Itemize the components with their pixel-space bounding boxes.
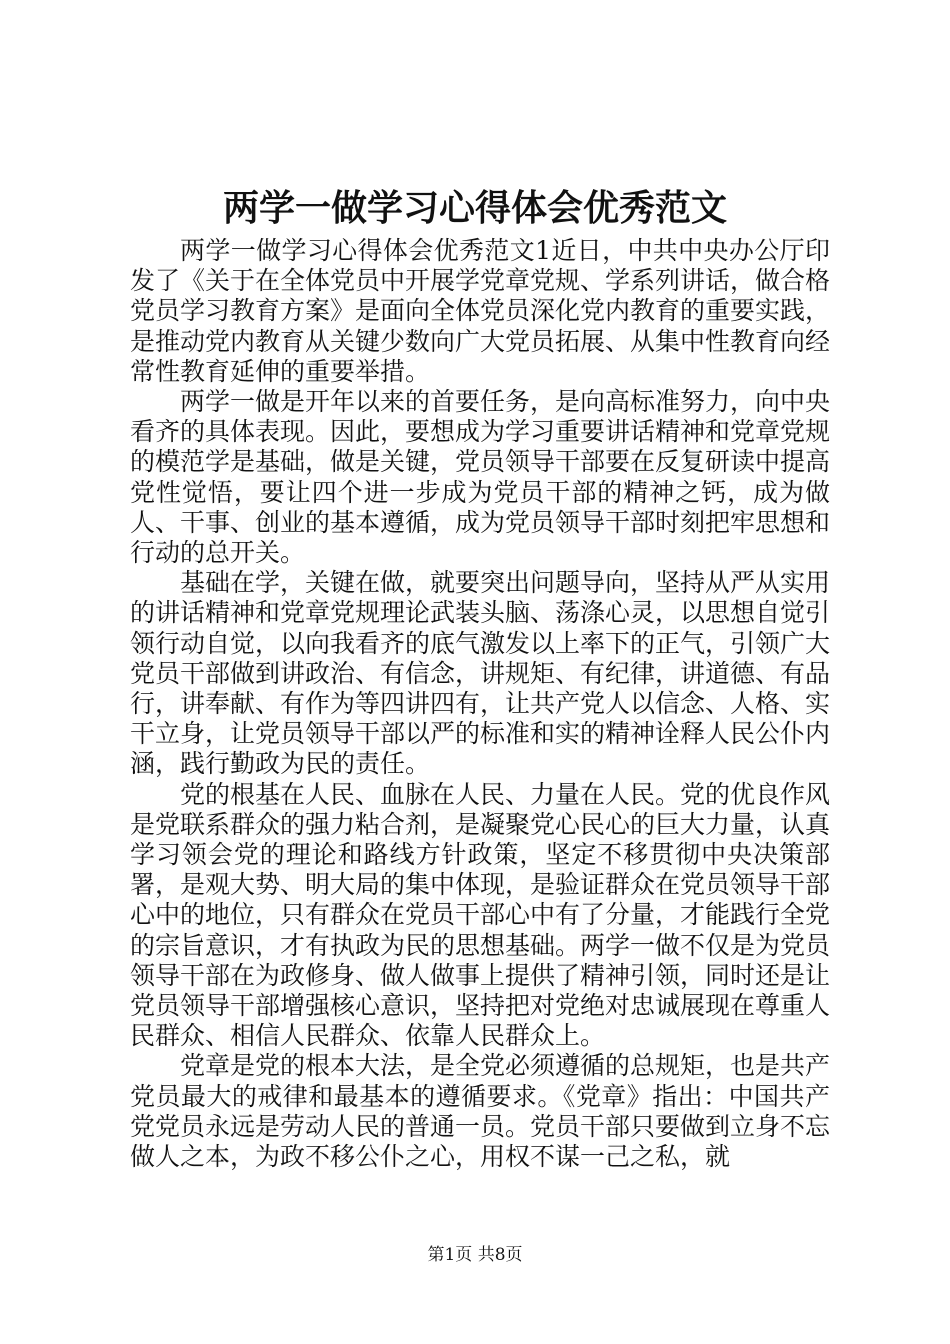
paragraph-2: 两学一做是开年以来的首要任务，是向高标准努力，向中央看齐的具体表现。因此，要想成为学习重要讲话精神和党章党规的模范学是基础，做是关键，党员领导干部要在反复研读中提高党性觉悟，要让四个进一步成为党员干部的精神之钙，成为做人、干事、创业的基本遵循，成为党员领导干部时刻把牢思想和行动的总开关。	[130, 387, 831, 568]
page-footer: 第1页 共8页	[427, 1245, 523, 1265]
paragraph-1: 两学一做学习心得体会优秀范文1近日，中共中央办公厅印发了《关于在全体党员中开展学党章党规、学系列讲话，做合格党员学习教育方案》是面向全体党员深化党内教育的重要实践，是推动党内教育从关键少数向广大党员拓展、从集中性教育向经常性教育延伸的重要举措。	[130, 236, 831, 386]
document-body	[130, 236, 830, 1172]
document-title: 两学一做学习心得体会优秀范文	[222, 187, 727, 229]
paragraph-5: 党章是党的根本大法，是全党必须遵循的总规矩，也是共产党员最大的戒律和最基本的遵循要求。《党章》指出：中国共产党党员永远是劳动人民的普通一员。党员干部只要做到立身不忘做人之本，为政不移公仆之心，用权不谋一己之私，就	[130, 1051, 831, 1172]
paragraph-3: 基础在学，关键在做，就要突出问题导向，坚持从严从实用的讲话精神和党章党规理论武装头脑、荡涤心灵，以思想自觉引领行动自觉，以向我看齐的底气激发以上率下的正气，引领广大党员干部做到讲政治、有信念，讲规矩、有纪律，讲道德、有品行，讲奉献、有作为等四讲四有，让共产党人以信念、人格、实干立身，让党员领导干部以严的标准和实的精神诠释人民公仆内涵，践行勤政为民的责任。	[130, 568, 831, 779]
paragraph-4: 党的根基在人民、血脉在人民、力量在人民。党的优良作风是党联系群众的强力粘合剂，是凝聚党心民心的巨大力量，认真学习领会党的理论和路线方针政策，坚定不移贯彻中央决策部署，是观大势、明大局的集中体现，是验证群众在党员领导干部心中的地位，只有群众在党员干部心中有了分量，才能践行全党的宗旨意识，才有执政为民的思想基础。两学一做不仅是为党员领导干部在为政修身、做人做事上提供了精神引领，同时还是让党员领导干部增强核心意识，坚持把对党绝对忠诚展现在尊重人民群众、相信人民群众、依靠人民群众上。	[130, 779, 831, 1051]
